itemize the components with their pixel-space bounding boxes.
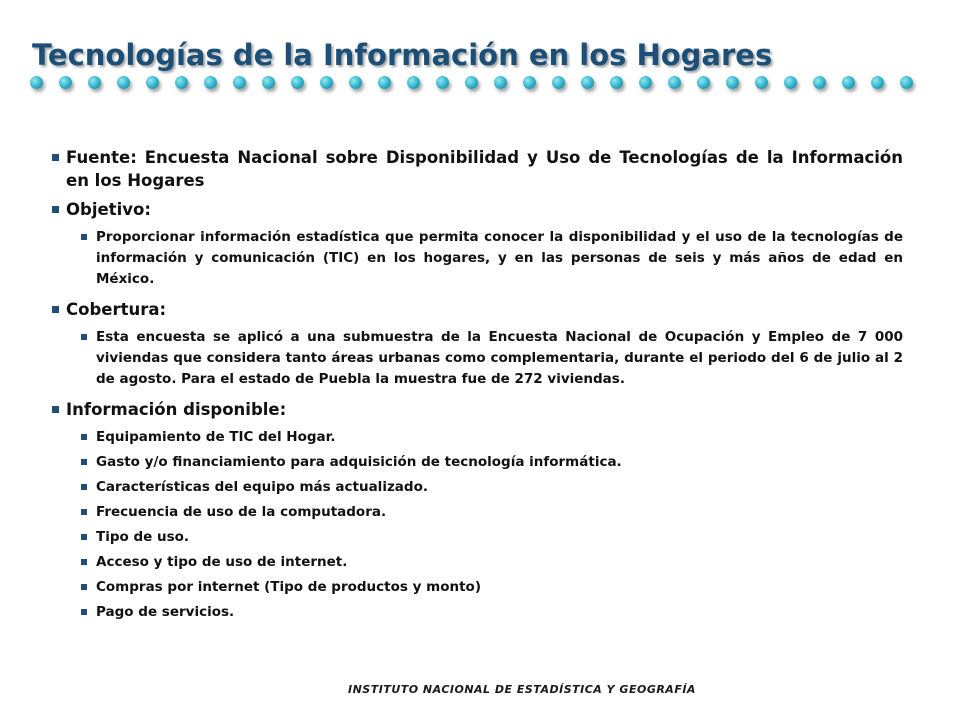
- list-item: Acceso y tipo de uso de internet.: [50, 552, 903, 573]
- decorative-dot: [175, 76, 188, 89]
- decorative-dot: [755, 76, 768, 89]
- decorative-dot: [697, 76, 710, 89]
- decorative-dot: [639, 76, 652, 89]
- list-item: Gasto y/o financiamiento para adquisición de tecnología informática.: [50, 452, 903, 473]
- list-item: Frecuencia de uso de la computadora.: [50, 502, 903, 523]
- decorative-dot: [494, 76, 507, 89]
- decorative-dot: [233, 76, 246, 89]
- decorative-dot: [88, 76, 101, 89]
- list-item: Compras por internet (Tipo de productos y monto): [50, 577, 903, 598]
- decorative-dot: [784, 76, 797, 89]
- bullet-cobertura: Cobertura:: [50, 298, 903, 321]
- decorative-dot: [320, 76, 333, 89]
- decorative-dot: [726, 76, 739, 89]
- bullet-fuente: Fuente: Encuesta Nacional sobre Disponibilidad y Uso de Tecnologías de la Información en los Hogares: [50, 146, 903, 192]
- decorative-dot: [871, 76, 884, 89]
- decorative-dot: [610, 76, 623, 89]
- decorative-dot: [813, 76, 826, 89]
- list-item: Equipamiento de TIC del Hogar.: [50, 427, 903, 448]
- decorative-dot: [59, 76, 72, 89]
- decorative-dot: [581, 76, 594, 89]
- decorative-dot: [349, 76, 362, 89]
- bullet-objetivo: Objetivo:: [50, 198, 903, 221]
- sub-bullet-cobertura-text: Esta encuesta se aplicó a una submuestra de la Encuesta Nacional de Ocupación y Empleo de 7 000 viviendas que considera tanto áreas urbanas como complementaria, durante el periodo del 6 de julio al 2 de agosto. Para el estado de Puebla la muestra fue de 272 viviendas.: [50, 327, 903, 390]
- decorative-dot: [30, 76, 43, 89]
- decorative-dot: [291, 76, 304, 89]
- decorative-dot: [378, 76, 391, 89]
- decorative-dot: [842, 76, 855, 89]
- decorative-dot: [900, 76, 913, 89]
- bullet-informacion-disponible: Información disponible:: [50, 398, 903, 421]
- decorative-dot: [668, 76, 681, 89]
- decorative-dot: [117, 76, 130, 89]
- list-item: Pago de servicios.: [50, 602, 903, 623]
- decorative-dot: [262, 76, 275, 89]
- sub-bullet-objetivo-text: Proporcionar información estadística que permita conocer la disponibilidad y el uso de la tecnologías de información y comunicación (TIC) en los hogares, y en las personas de seis y más años de edad en México.: [50, 227, 903, 290]
- decorative-dot: [523, 76, 536, 89]
- decorative-dot: [146, 76, 159, 89]
- decorative-dot: [407, 76, 420, 89]
- decorative-dot: [204, 76, 217, 89]
- decorative-dot: [552, 76, 565, 89]
- list-item: Tipo de uso.: [50, 527, 903, 548]
- footer-institution: INSTITUTO NACIONAL DE ESTADÍSTICA Y GEOGRAFÍA: [348, 683, 696, 696]
- decorative-dot-row: [30, 76, 913, 89]
- list-item: Características del equipo más actualizado.: [50, 477, 903, 498]
- slide-title: Tecnologías de la Información en los Hogares: [32, 38, 773, 72]
- decorative-dot: [465, 76, 478, 89]
- decorative-dot: [436, 76, 449, 89]
- slide-content: [50, 146, 903, 627]
